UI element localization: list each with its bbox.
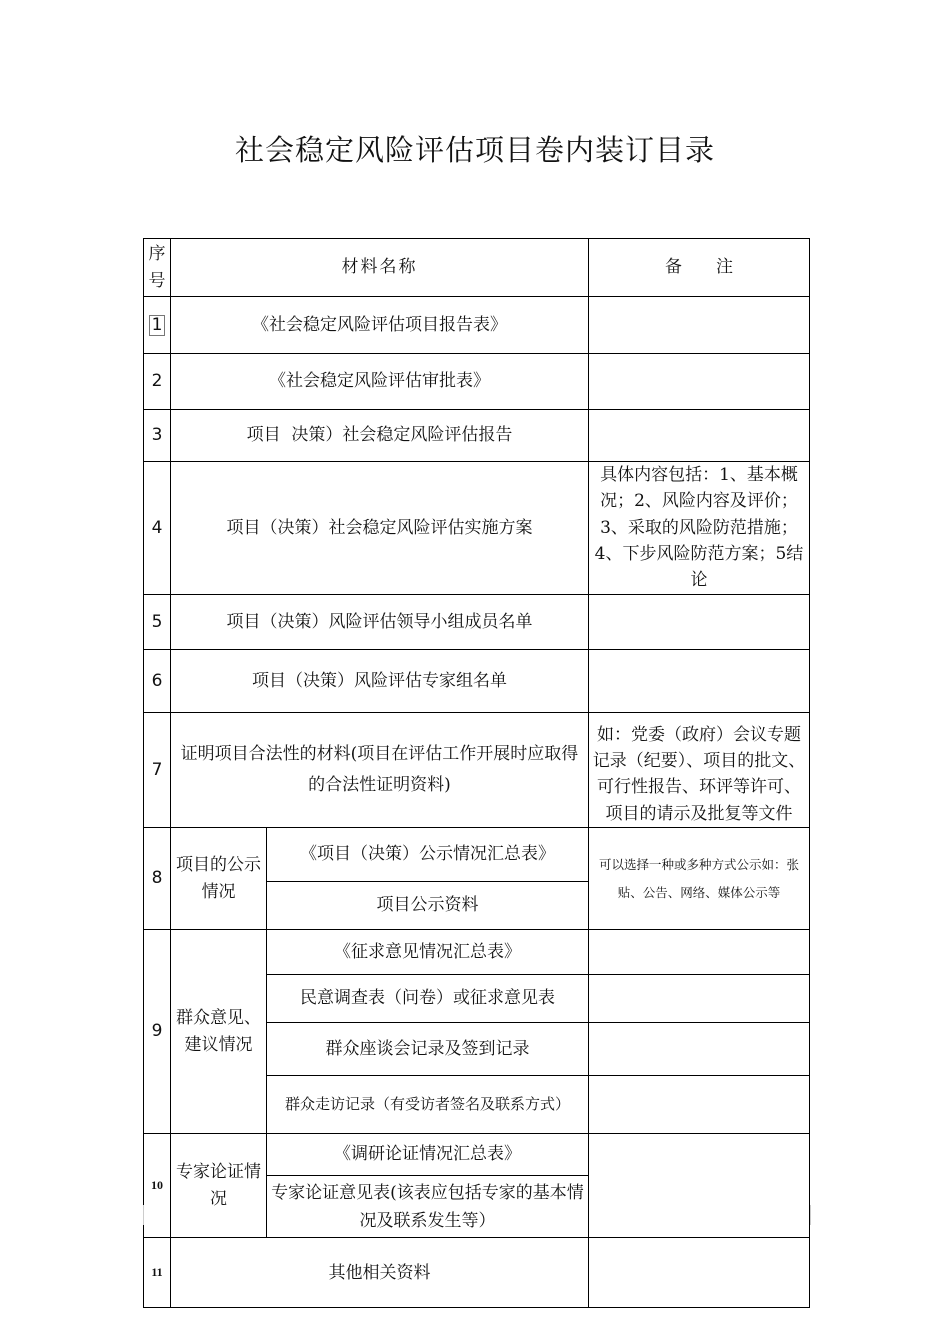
table-row <box>144 297 810 354</box>
row-material-name: 专家论证意见表(该表应包括专家的基本情况及联系发生等） <box>267 1176 589 1238</box>
row-material-name: 项目（决策）风险评估领导小组成员名单 <box>171 594 589 649</box>
group-label: 群众意见、建议情况 <box>171 930 267 1134</box>
table-row <box>144 1238 810 1308</box>
row-number: 7 <box>144 712 171 827</box>
row-material-name: 项目公示资料 <box>267 882 589 930</box>
row-material-name: 项目（决策）风险评估专家组名单 <box>171 649 589 712</box>
row-remarks <box>589 930 810 975</box>
row-remarks <box>589 649 810 712</box>
row-remarks: 具体内容包括：1、基本概况；2、风险内容及评价；3、采取的风险防范措施；4、下步风险防范方案；5结论 <box>589 462 810 595</box>
row-remarks <box>589 297 810 354</box>
header-material-name: 材料名称 <box>171 239 589 297</box>
row-remarks <box>589 410 810 462</box>
table-row <box>144 1134 810 1176</box>
row-material-name: 《项目（决策）公示情况汇总表》 <box>267 828 589 882</box>
row-number: 9 <box>144 930 171 1134</box>
row-number: 6 <box>144 649 171 712</box>
page-title: 社会稳定风险评估项目卷内装订目录 <box>234 133 715 167</box>
group-label: 专家论证情况 <box>171 1134 267 1238</box>
table-row <box>144 354 810 410</box>
row-remarks <box>589 594 810 649</box>
row-material-name: 其他相关资料 <box>171 1238 589 1308</box>
table-row <box>144 410 810 462</box>
row-remarks <box>589 1076 810 1134</box>
row-number: 8 <box>144 828 171 930</box>
table-row <box>144 649 810 712</box>
table-row <box>144 462 810 595</box>
binding-catalog-table <box>143 238 810 1308</box>
row-remarks <box>589 1023 810 1076</box>
row-number: 10 <box>144 1134 171 1238</box>
table-row <box>144 930 810 975</box>
row-material-name: 群众走访记录（有受访者签名及联系方式） <box>267 1076 589 1134</box>
row-material-name: 《社会稳定风险评估项目报告表》 <box>171 297 589 354</box>
row-number: 3 <box>144 410 171 462</box>
row-material-name: 项目 决策）社会稳定风险评估报告 <box>171 410 589 462</box>
table-row <box>144 712 810 827</box>
row-number: 2 <box>144 354 171 410</box>
row-remarks <box>589 975 810 1023</box>
header-serial-number: 序号 <box>144 239 171 297</box>
row-number <box>144 297 171 354</box>
row-remarks: 可以选择一种或多种方式公示如：张贴、公告、网络、媒体公示等 <box>589 828 810 930</box>
row-material-name: 民意调查表（问卷）或征求意见表 <box>267 975 589 1023</box>
table-row <box>144 828 810 882</box>
row-remarks <box>589 1238 810 1308</box>
header-remarks: 备 注 <box>589 239 810 297</box>
header-row <box>144 239 810 297</box>
row-material-name: 《征求意见情况汇总表》 <box>267 930 589 975</box>
row-number: 4 <box>144 462 171 595</box>
row-material-name: 群众座谈会记录及签到记录 <box>267 1023 589 1076</box>
row-material-name: 证明项目合法性的材料(项目在评估工作开展时应取得的合法性证明资料) <box>171 712 589 827</box>
row-material-name: 《社会稳定风险评估审批表》 <box>171 354 589 410</box>
row-remarks: 如：党委（政府）会议专题记录（纪要）、项目的批文、可行性报告、环评等许可、项目的请示及批复等文件 <box>589 712 810 827</box>
row-remarks <box>589 354 810 410</box>
group-label: 项目的公示情况 <box>171 828 267 930</box>
row-number-text: 1 <box>149 315 166 336</box>
row-number: 11 <box>144 1238 171 1308</box>
row-material-name: 《调研论证情况汇总表》 <box>267 1134 589 1176</box>
row-number: 5 <box>144 594 171 649</box>
row-material-name: 项目（决策）社会稳定风险评估实施方案 <box>171 462 589 595</box>
table-row <box>144 594 810 649</box>
table-continuation-edge <box>143 1205 811 1225</box>
